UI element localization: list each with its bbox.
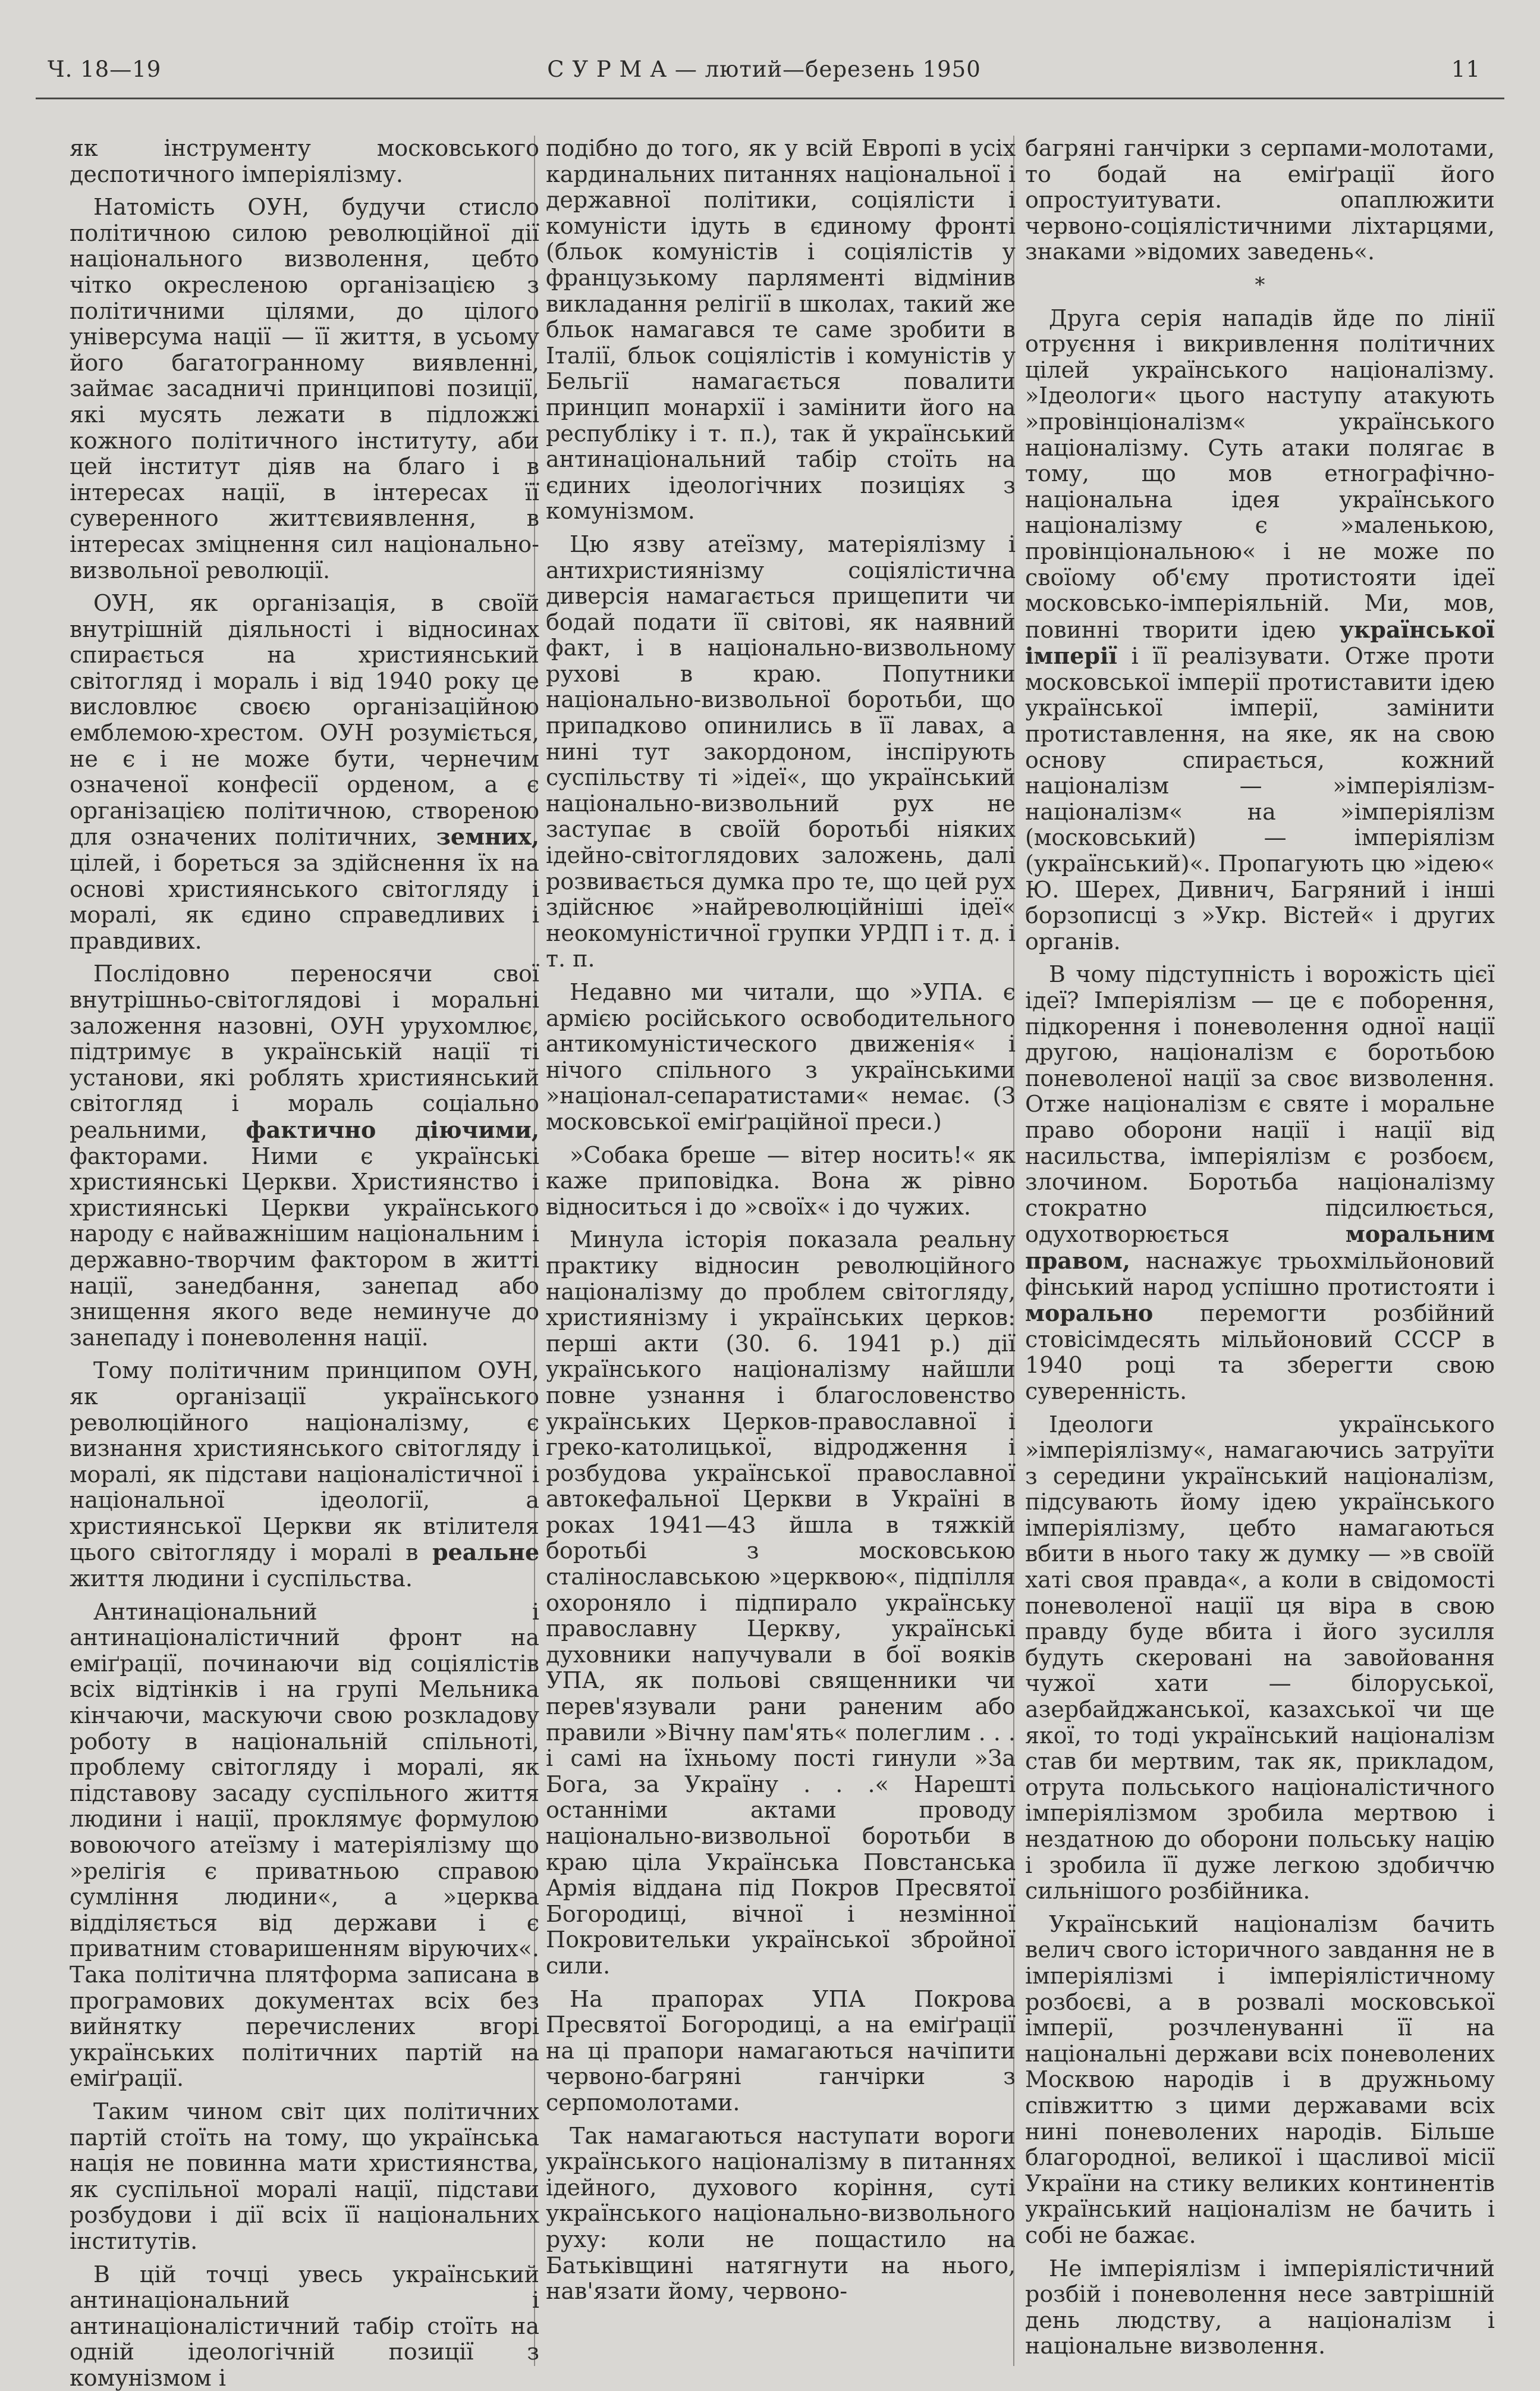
section-separator-star: * <box>1025 272 1495 299</box>
column-2 <box>546 136 1016 2363</box>
paragraph: Український націоналізм бачить велич свого історичного завдання не в імперіялізмі і імперіялістичному розбоєві, а в розвалі московської імперії, розчленуванні її на національні держави всіх поневолених Москвою народів і в дружньому співжиттю з цими державами всіх нині поневолених народів. Більше благородної, великої і щасливої місії України на стику великих континентів український націоналізм не бачить і собі не бажає. <box>1025 1912 1495 2249</box>
paragraph: »Собака бреше — вітер носить!« як каже приповідка. Вона ж рівно відноситься і до »своїх« і до чужих. <box>546 1143 1016 1220</box>
paragraph: Минула історія показала реальну практику відносин революційного націоналізму до проблем світогляду, християнізму і українських церков: перші акти (30. 6. 1941 р.) дії українського націоналізму найшли повне узнання і благословенство українських Церков-православної і греко-католицької, відродження і розбудова української православної автокефальної Церкви в Україні в роках 1941—43 йшла в тяжкій боротьбі з московською сталінославською »церквою«, підпілля охороняло і підпирало українську православну Церкву, українські духовники напучували в бої вояків УПА, як польові священники чи перев'язували рани раненим або правили »Вічну пам'ять« полеглим . . . і самі на їхньому пості гинули »За Бога, за Україну . . .« Нарешті останніми актами проводу національно-визвольної боротьби в краю ціла Українська Повстанська Армія віддана під Покров Пресвятої Богородиці, вічної і незмінної Покровительки української збройної сили. <box>546 1227 1016 1979</box>
paragraph: багряні ганчірки з серпами-молотами, то бодай на еміґрації його опростуитувати. опаплюжити червоно-соціялістичними ліхтарцями, знаками »відомих заведень«. <box>1025 136 1495 265</box>
paragraph: На прапорах УПА Покрова Пресвятої Богородиці, а на еміґрації на ці прапори намагаються начіпити червоно-багряні ганчірки з серпомолотами. <box>546 1987 1016 2116</box>
issue-number: Ч. 18—19 <box>48 57 161 82</box>
emphasis: земних, <box>436 823 539 850</box>
column-1 <box>70 136 539 2363</box>
paragraph: В цій точці увесь український антинаціональний і антинаціоналістичний табір стоїть на одній ідеологічній позиції з комунізмом і <box>70 2262 539 2391</box>
paragraph: подібно до того, як у всій Европі в усіх кардинальних питаннях національної і державної політики, соціялісти і комуністи ідуть в єдиному фронті (бльок комуністів і соціялістів у французькому парляменті відмінив викладання релігії в школах, такий же бльок намагався те саме зробити в Італії, бльок соціялістів і комуністів у Бельгії намагається повалити принцип монархії і замінити його на республіку і т. п.), так й український антинаціональний табір стоїть на єдиних ідеологічних позиціях з комунізмом. <box>546 136 1016 525</box>
page-number: 11 <box>1451 57 1481 82</box>
emphasis: фактично діючими, <box>246 1116 539 1143</box>
paragraph: Недавно ми читали, що »УПА. є армією російського освободительного антикомуністического движенія« і нічого спільного з українськими »націонал-сепаратистами« немає. (З московської еміґраційної преси.) <box>546 980 1016 1135</box>
column-3 <box>1025 136 1495 2363</box>
emphasis: морально <box>1025 1300 1153 1326</box>
emphasis: моральним правом, <box>1025 1220 1495 1274</box>
masthead-title: С У Р М А — лютий—березень 1950 <box>48 57 1481 82</box>
emphasis: реальне <box>432 1539 539 1565</box>
paragraph: Не імперіялізм і імперіялістичний розбій і поневолення несе завтрішній день людству, а націоналізм і національне визволення. <box>1025 2256 1495 2359</box>
paragraph: як інструменту московського деспотичного імперіялізму. <box>70 136 539 187</box>
paragraph: Антинаціональний і антинаціоналістичний фронт на еміґрації, починаючи від соціялістів всіх відтінків і на групі Мельника кінчаючи, маскуючи свою розкладову роботу в національній спільноті, проблему світогляду і моралі, як підставову засаду суспільного життя людини і нації, проклямує формулою вовоючого атеїзму і матеріялізму що »релігія є приватньою справою сумління людини«, а »церква відділяється від держави і є приватним стоваришенням віруючих«. Така політична плятформа записана в програмових документах всіх без вийнятку перечислених вгорі українських політичних партій на еміґрації. <box>70 1599 539 2092</box>
paragraph: Таким чином світ цих політичних партій стоїть на тому, що українська нація не повинна мати християнства, як суспільної моралі нації, підстави розбудови і дії всіх її національних інститутів. <box>70 2099 539 2255</box>
paragraph: Друга серія нападів йде по лінії отруєння і викривлення політичних цілей українського націоналізму. »Ідеологи« цього наступу атакують »провінціоналізм« українського націоналізму. Суть атаки полягає в тому, що мов етнографічно-національна ідея українського націоналізму є »маленькою, провінціональною« і не може по своїому об'єму протистояти ідеї московсько-імперіяльній. Ми, мов, повинні творити ідею української імперії і її реалізувати. Отже проти московської імперії протиставити ідею української імперії, замінити протиставлення, на яке, як на свою основу спирається, кожний націоналізм — »імперіялізм-націоналізм« на »імперіялізм (московський) — імперіялізм (український)«. Пропагують цю »ідею« Ю. Шерех, Дивнич, Багряний і інші борзописці з »Укр. Вістей« і других органів. <box>1025 306 1495 955</box>
paragraph: Так намагаються наступати вороги українського націоналізму в питаннях ідейного, духового коріння, суті українського національно-визвольного руху: коли не пощастило на Батьківщині натягнути на нього, нав'язати йому, червоно- <box>546 2123 1016 2305</box>
paragraph: Послідовно переносячи свої внутрішньо-світоглядові і моральні заложення назовні, ОУН урухомлює, підтримує в українській нації ті установи, які роблять християнський світогляд і мораль соціально реальними, фактично діючими, факторами. Ними є українські християнські Церкви. Християнство і християнські Церкви українського народу є найважнішим національним і державно-творчим фактором в житті нації, занедбання, занепад або знищення якого веде неминуче до занепаду і поневолення нації. <box>70 961 539 1351</box>
emphasis: української імперії <box>1025 616 1495 670</box>
paragraph: ОУН, як організація, в своїй внутрішній діяльності і відносинах спирається на християнський світогляд і мораль і від 1940 року це висловлює своєю організаційною емблемою-хрестом. ОУН розуміється, не є і не може бути, чернечим означеної конфесії орденом, а є організацією політичною, створеною для означених політичних, земних, цілей, і бореться за здійснення їх на основі християнського світогляду і моралі, як єдино справедливих і правдивих. <box>70 591 539 954</box>
paragraph: Натомість ОУН, будучи стисло політичною силою революційної дії національного визволення, цебто чітко окресленою організацією з політичними цілями, до цілого універсума нації — її життя, в усьому його багатогранному виявленні, займає засадничі принципові позиції, які мусять лежати в підложжі кожного політичного інституту, аби цей інститут діяв на благо і в інтересах нації, в інтересах її суверенного життєвиявлення, в інтересах зміцнення сил національно-визвольної революції. <box>70 194 539 583</box>
paragraph: Тому політичним принципом ОУН, як організації українського революційного націоналізму, є визнання християнського світогляду і моралі, як підстави націоналістичної і національної ідеології, а християнської Церкви як втілителя цього світогляду і моралі в реальне життя людини і суспільства. <box>70 1358 539 1592</box>
page-header <box>48 57 1481 104</box>
paragraph: В чому підступність і ворожість цієї ідеї? Імперіялізм — це є поборення, підкорення і поневолення одної нації другою, націоналізм є боротьбою поневоленої нації за своє визволення. Отже націоналізм є святе і моральне право оборони нації і нації від насильства, імперіялізм є розбоєм, злочином. Боротьба націоналізму стократно підсилюється, одухотворюється моральним правом, наснажує трьохмільйоновий фінський народ успішно протистояти і морально перемогти розбійний стовісімдесять мільйоновий СССР в 1940 році та зберегти свою суверенність. <box>1025 962 1495 1404</box>
paragraph: Цю язву атеїзму, матеріялізму і антихристиянізму соціялістична диверсія намагається прищепити чи бодай подати її світові, як наявний факт, і в національно-визвольному рухові в краю. Попутники національно-визвольної боротьби, що припадково опинились в її лавах, а нині тут закордоном, інспірують суспільству ті »ідеї«, що український національно-визвольний рух не заступає в своїй боротьбі ніяких ідейно-світоглядових заложень, далі розвивається думка про те, що цей рух здійснює »найреволюційніші ідеї« неокомуністичної групки УРДП і т. д. і т. п. <box>546 532 1016 972</box>
paragraph: Ідеологи українського »імперіялізму«, намагаючись затруїти з середини український націоналізм, підсувають йому ідею українського імперіялізму, цебто намагаються вбити в нього таку ж думку — »в своїй хаті своя правда«, а коли в свідомості поневоленої нації ця віра в свою правду буде вбита і його зусилля будуть скеровані на завойовання чужої хати — білоруської, азербайджанської, казахської чи ще якої, то тоді український націоналізм став би мертвим, так як, прикладом, отрута польського націоналістичного імперіялізмом зробила мертвою і нездатною до оборони польську націю і зробила її дуже легкою здобиччю сильнішого розбійника. <box>1025 1412 1495 1904</box>
header-rule <box>36 98 1504 99</box>
